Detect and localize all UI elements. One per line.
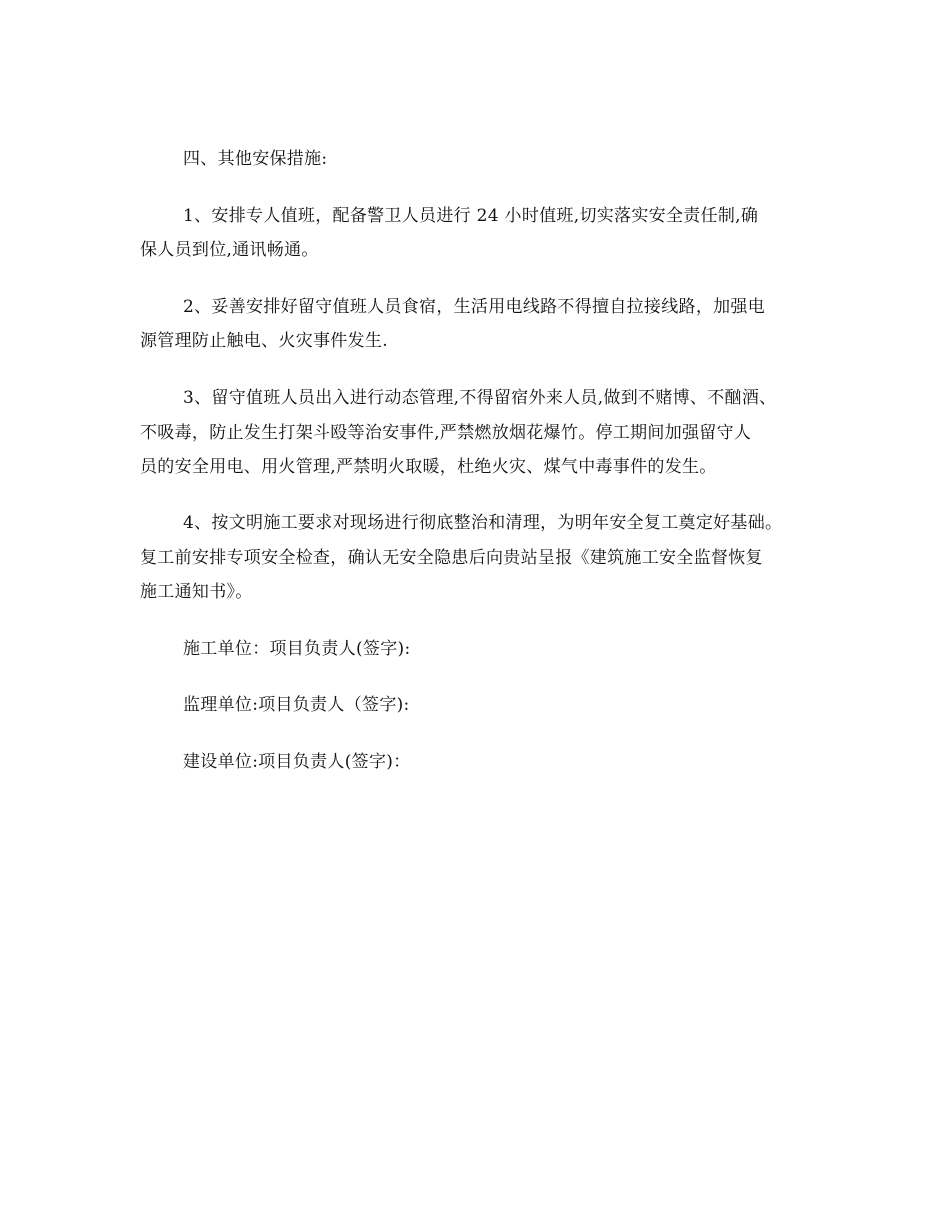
section-heading: 四、其他安保措施: [183, 149, 328, 169]
paragraph-line: 3、留守值班人员出入进行动态管理,不得留宿外来人员,做到不赌博、不酗酒、 [183, 388, 777, 408]
paragraph-line: 源管理防止触电、火灾事件发生. [140, 331, 388, 351]
signature-line-owner: 建设单位:项目负责人(签字)： [183, 752, 411, 772]
signature-line-construction: 施工单位：项目负责人(签字): [183, 639, 411, 659]
paragraph-line: 不吸毒，防止发生打架斗殴等治安事件,严禁燃放烟花爆竹。停工期间加强留守人 [140, 423, 752, 443]
paragraph-line: 1、安排专人值班，配备警卫人员进行 24 小时值班,切实落实安全责任制,确 [183, 206, 759, 226]
paragraph-line: 复工前安排专项安全检查，确认无安全隐患后向贵站呈报《建筑施工安全监督恢复 [140, 548, 763, 568]
signature-line-supervision: 监理单位:项目负责人（签字): [183, 695, 410, 715]
paragraph-line: 4、按文明施工要求对现场进行彻底整治和清理，为明年安全复工奠定好基础。 [183, 513, 783, 533]
paragraph-line: 2、妥善安排好留守值班人员食宿，生活用电线路不得擅自拉接线路，加强电 [183, 297, 766, 317]
paragraph-line: 员的安全用电、用火管理,严禁明火取暖，杜绝火灾、煤气中毒事件的发生。 [140, 457, 717, 477]
paragraph-line: 保人员到位,通讯畅通。 [140, 240, 319, 260]
paragraph-line: 施工通知书》。 [140, 582, 253, 602]
